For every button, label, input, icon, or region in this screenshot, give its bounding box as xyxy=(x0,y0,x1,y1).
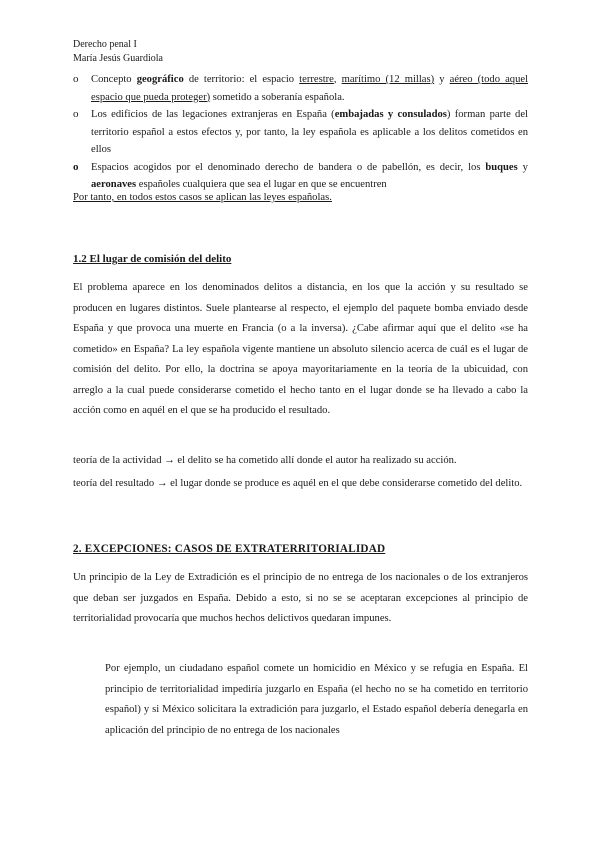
bullet-segment: geográfico xyxy=(136,74,184,85)
list-item xyxy=(73,71,528,106)
bullet-segment: sometido a soberanía española. xyxy=(210,91,345,103)
list-item xyxy=(73,106,528,159)
section-heading-2: 2. EXCEPCIONES: CASOS DE EXTRATERRITORIALIDAD xyxy=(73,543,386,555)
bullet-segment: buques xyxy=(485,161,518,173)
bullet-segment: , xyxy=(333,74,342,85)
bullet-segment: marítimo (12 millas) xyxy=(341,74,435,85)
bullet-text xyxy=(91,71,528,106)
bullet-segment: aeronaves xyxy=(91,179,137,190)
bullet-segment: y xyxy=(517,161,528,173)
bullet-segment: aéreo (todo aquel espacio que pueda proteger) xyxy=(91,74,529,103)
bullet-segment: de territorio: el espacio xyxy=(183,74,300,85)
bullet-text xyxy=(91,106,528,159)
extradition-example-paragraph: Por ejemplo, un ciudadano español comete un homicidio en México y se refugia en España. El principio de territorialidad impediría juzgarlo en España (el hecho no se ha cometido en territorio español) y si México solicitara la extradición para juzgarlo, el Estado español debería denegarla en aplicación del principio de no entrega de los nacionales xyxy=(105,663,528,736)
bullet-segment: ) forman parte del territorio español a estos efectos y, por tanto, la ley española es aplicable a los delitos cometidos en ellos xyxy=(91,109,528,155)
bullet-marker: o xyxy=(73,160,79,173)
bullet-marker: o xyxy=(73,108,79,120)
bullet-segment: Los edificios de las legaciones extranjeras en España ( xyxy=(91,109,335,120)
territory-bullet-list xyxy=(73,71,528,194)
theory-result-line: teoría del resultado → el lugar donde se produce es aquél en el que debe considerarse cometido del delito. xyxy=(73,478,523,489)
bullet-segment: terrestre xyxy=(299,74,334,85)
bullet-segment: españoles cualquiera que sea el lugar en que se encuentren xyxy=(136,179,387,190)
bullet-segment: embajadas y consulados xyxy=(334,109,447,120)
conclusion-line: Por tanto, en todos estos casos se aplican las leyes españolas. xyxy=(73,192,332,203)
theory-activity-line: teoría de la actividad → el delito se ha cometido allí donde el autor ha realizado su acción. xyxy=(73,455,457,466)
header-course: Derecho penal I xyxy=(73,39,137,50)
section-heading-1-2: 1.2 El lugar de comisión del delito xyxy=(73,253,232,265)
bullet-segment: y xyxy=(434,74,450,85)
section-1-2-paragraph: El problema aparece en los denominados delitos a distancia, en los que la acción y su resultado se producen en lugares distintos. Suele plantearse al respecto, el ejemplo del paquete bomba enviado desde España y que provoca una muerte en Francia (o a la inversa). ¿Cabe afirmar aquí que el delito «se ha cometido» en España? La ley española vigente mantiene un absoluto silencio acerca de cuál es el lugar de comisión del delito. Por ello, la doctrina se apoya mayoritariamente en la teoría de la ubicuidad, con arreglo a la cual puede considerarse cometido el hecho tanto en el lugar donde se ha llevado a cabo la acción como en aquél en el que se ha producido el resultado. xyxy=(73,282,528,416)
page-header xyxy=(73,38,163,66)
section-2-paragraph: Un principio de la Ley de Extradición es el principio de no entrega de los nacionales o de los extranjeros que deban ser juzgados en España. Debido a esto, si no se se aceptaran excepciones al principio de territorialidad provocaría que muchos hechos delictivos quedaran impunes. xyxy=(73,572,528,624)
header-author: María Jesús Guardiola xyxy=(73,53,163,64)
bullet-marker: o xyxy=(73,73,79,85)
bullet-segment: Concepto xyxy=(91,74,137,85)
bullet-segment: Espacios acogidos por el denominado derecho de bandera o de pabellón, es decir, los xyxy=(91,161,486,173)
